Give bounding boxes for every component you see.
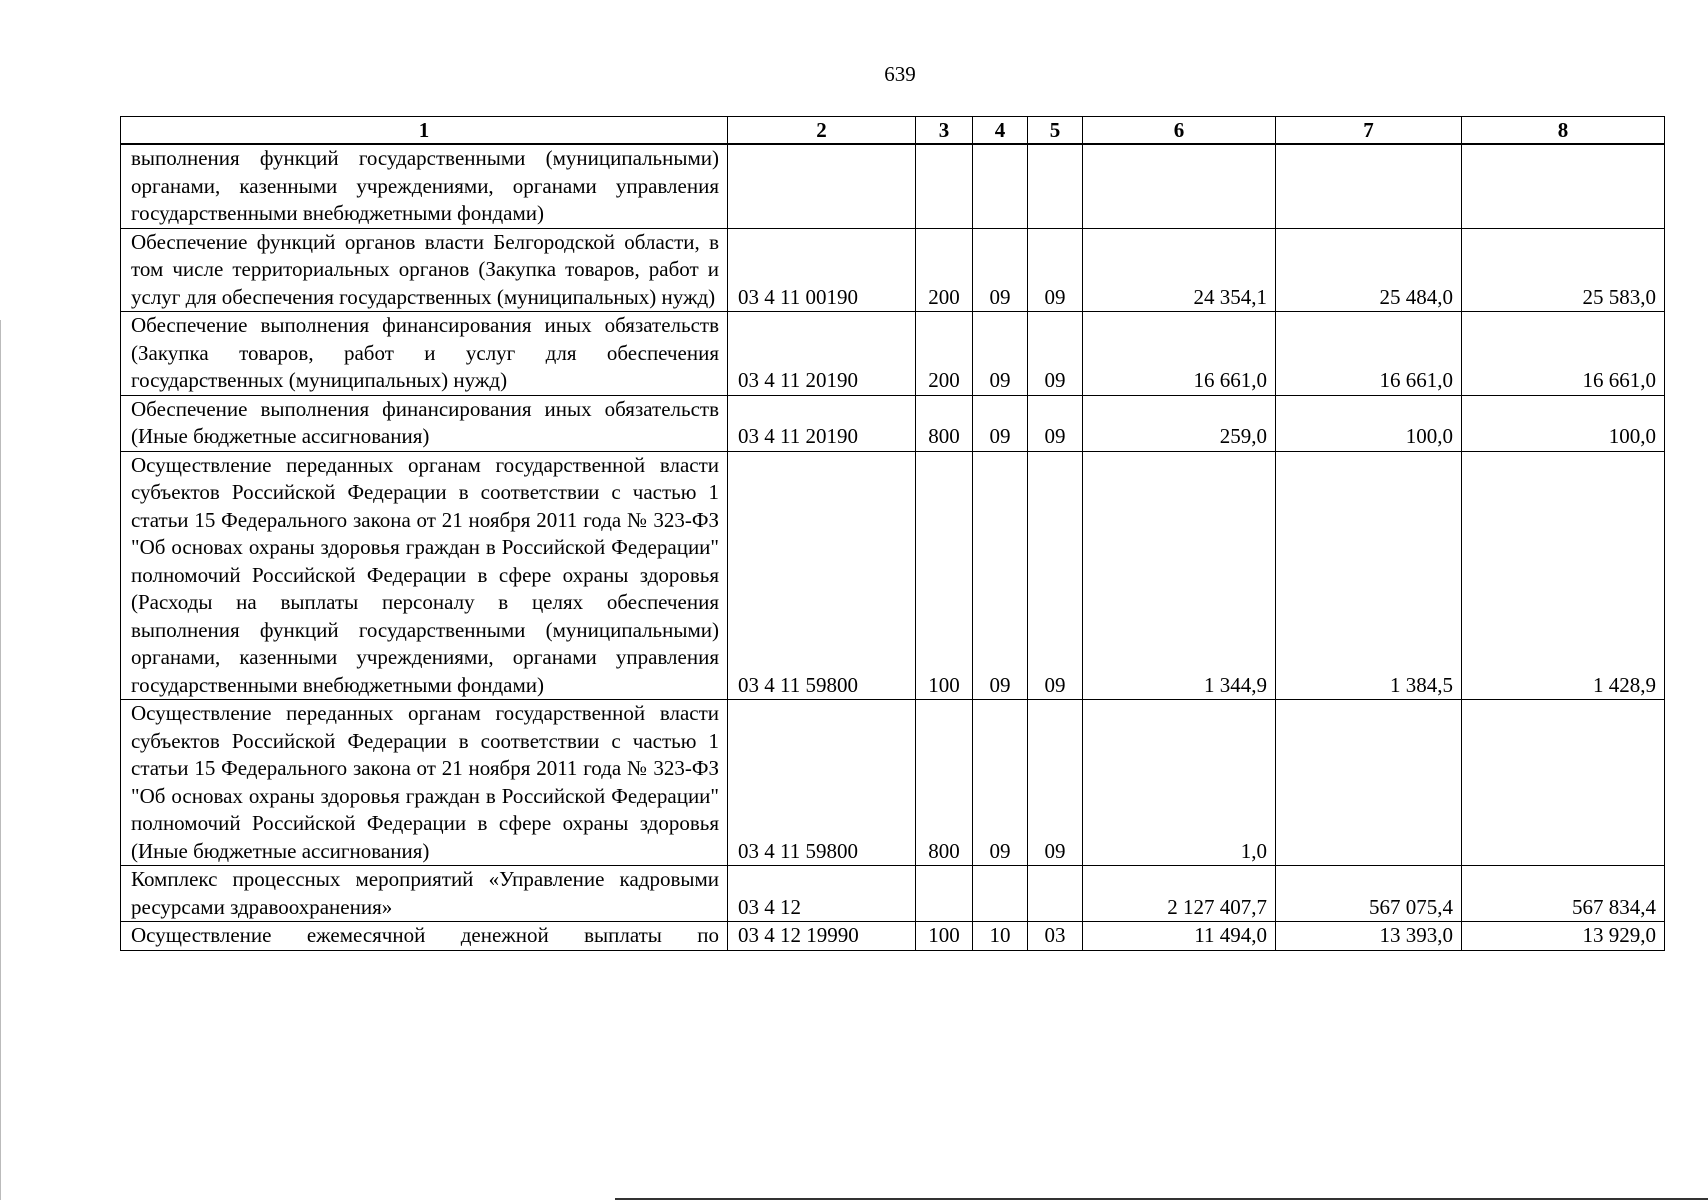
amount-col-6: 16 661,0 (1083, 312, 1276, 396)
amount-col-8: 25 583,0 (1462, 228, 1665, 312)
subsection-code: 03 (1028, 922, 1083, 951)
amount-col-8: 16 661,0 (1462, 312, 1665, 396)
table-row (121, 451, 1665, 700)
amount-col-8: 1 428,9 (1462, 451, 1665, 700)
section-code: 09 (973, 700, 1028, 866)
row-description: Обеспечение функций органов власти Белгородской области, в том числе территориальных органов (Закупка товаров, работ и услуг для обеспечения государственных (муниципальных) нужд) (121, 228, 728, 312)
target-article-code: 03 4 12 19990 (728, 922, 916, 951)
target-article-code: 03 4 11 20190 (728, 395, 916, 451)
amount-col-7: 1 384,5 (1276, 451, 1462, 700)
table-row (121, 395, 1665, 451)
expense-type-code: 100 (916, 451, 973, 700)
subsection-code: 09 (1028, 312, 1083, 396)
row-description: Осуществление переданных органам государственной власти субъектов Российской Федерации в соответствии с частью 1 статьи 15 Федерального закона от 21 ноября 2011 года № 323-ФЗ "Об основах охраны здоровья граждан в Российской Федерации" полномочий Российской Федерации в сфере охраны здоровья (Расходы на выплаты персоналу в целях обеспечения выполнения функций государственными (муниципальными) органами, казенными учреждениями, органами управления государственными внебюджетными фондами) (121, 451, 728, 700)
amount-col-6: 1 344,9 (1083, 451, 1276, 700)
amount-col-8: 567 834,4 (1462, 866, 1665, 922)
row-description: Обеспечение выполнения финансирования иных обязательств (Иные бюджетные ассигнования) (121, 395, 728, 451)
table-row (121, 312, 1665, 396)
target-article-code: 03 4 11 20190 (728, 312, 916, 396)
amount-col-8: 13 929,0 (1462, 922, 1665, 951)
amount-col-8 (1462, 144, 1665, 228)
target-article-code: 03 4 11 59800 (728, 451, 916, 700)
section-code: 09 (973, 451, 1028, 700)
amount-col-6: 1,0 (1083, 700, 1276, 866)
table-row (121, 144, 1665, 228)
header-row (121, 117, 1665, 145)
amount-col-7: 567 075,4 (1276, 866, 1462, 922)
subsection-code: 09 (1028, 700, 1083, 866)
amount-col-7 (1276, 144, 1462, 228)
target-article-code: 03 4 11 59800 (728, 700, 916, 866)
column-header-4: 4 (973, 117, 1028, 145)
amount-col-6 (1083, 144, 1276, 228)
amount-col-6: 11 494,0 (1083, 922, 1276, 951)
expense-type-code: 200 (916, 228, 973, 312)
subsection-code (1028, 866, 1083, 922)
amount-col-8 (1462, 700, 1665, 866)
row-description: Осуществление переданных органам государственной власти субъектов Российской Федерации в соответствии с частью 1 статьи 15 Федерального закона от 21 ноября 2011 года № 323-ФЗ "Об основах охраны здоровья граждан в Российской Федерации" полномочий Российской Федерации в сфере охраны здоровья (Иные бюджетные ассигнования) (121, 700, 728, 866)
column-header-7: 7 (1276, 117, 1462, 145)
target-article-code: 03 4 12 (728, 866, 916, 922)
section-code (973, 866, 1028, 922)
target-article-code (728, 144, 916, 228)
table-row (121, 866, 1665, 922)
section-code: 10 (973, 922, 1028, 951)
row-description: Обеспечение выполнения финансирования иных обязательств (Закупка товаров, работ и услуг для обеспечения государственных (муниципальных) нужд) (121, 312, 728, 396)
amount-col-8: 100,0 (1462, 395, 1665, 451)
column-header-3: 3 (916, 117, 973, 145)
expense-type-code (916, 144, 973, 228)
expense-type-code: 800 (916, 700, 973, 866)
section-code: 09 (973, 395, 1028, 451)
column-header-8: 8 (1462, 117, 1665, 145)
expense-type-code: 200 (916, 312, 973, 396)
scan-edge-line (0, 320, 1, 1200)
target-article-code: 03 4 11 00190 (728, 228, 916, 312)
subsection-code (1028, 144, 1083, 228)
amount-col-7 (1276, 700, 1462, 866)
table-row (121, 700, 1665, 866)
budget-table (120, 116, 1665, 951)
amount-col-7: 100,0 (1276, 395, 1462, 451)
amount-col-6: 24 354,1 (1083, 228, 1276, 312)
column-header-1: 1 (121, 117, 728, 145)
section-code: 09 (973, 228, 1028, 312)
page-number: 639 (884, 62, 916, 86)
expense-type-code: 100 (916, 922, 973, 951)
expense-type-code: 800 (916, 395, 973, 451)
section-code (973, 144, 1028, 228)
expense-type-code (916, 866, 973, 922)
subsection-code: 09 (1028, 228, 1083, 312)
subsection-code: 09 (1028, 395, 1083, 451)
subsection-code: 09 (1028, 451, 1083, 700)
column-header-6: 6 (1083, 117, 1276, 145)
row-description: Комплекс процессных мероприятий «Управление кадровыми ресурсами здравоохранения» (121, 866, 728, 922)
amount-col-6: 259,0 (1083, 395, 1276, 451)
amount-col-7: 13 393,0 (1276, 922, 1462, 951)
column-header-5: 5 (1028, 117, 1083, 145)
section-code: 09 (973, 312, 1028, 396)
table-row (121, 922, 1665, 951)
column-header-2: 2 (728, 117, 916, 145)
amount-col-6: 2 127 407,7 (1083, 866, 1276, 922)
row-description: Осуществление ежемесячной денежной выплаты по (121, 922, 728, 951)
table-row (121, 228, 1665, 312)
row-description: выполнения функций государственными (муниципальными) органами, казенными учреждениями, органами управления государственными внебюджетными фондами) (121, 144, 728, 228)
amount-col-7: 25 484,0 (1276, 228, 1462, 312)
amount-col-7: 16 661,0 (1276, 312, 1462, 396)
